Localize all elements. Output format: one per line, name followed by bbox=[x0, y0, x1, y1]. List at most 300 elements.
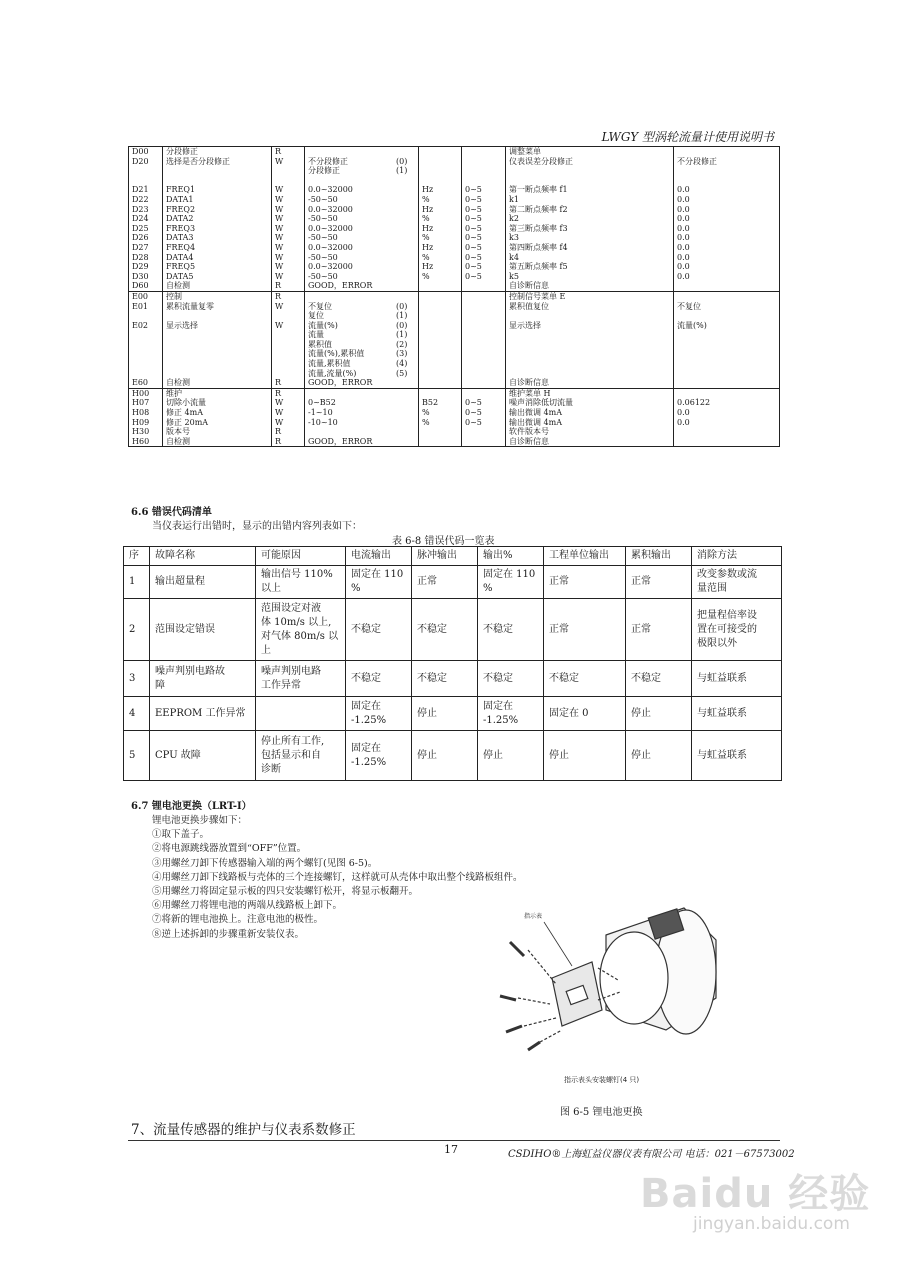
param-limit: 0~5 bbox=[462, 418, 506, 428]
param-row bbox=[129, 253, 780, 263]
param-row bbox=[129, 388, 780, 398]
error-table-cell: 2 bbox=[124, 599, 150, 661]
param-limit bbox=[462, 311, 506, 321]
error-code-table bbox=[123, 546, 782, 781]
param-default bbox=[674, 281, 780, 291]
param-description bbox=[506, 311, 674, 321]
param-id: H30 bbox=[129, 427, 163, 437]
param-row bbox=[129, 437, 780, 447]
param-unit bbox=[419, 330, 462, 340]
param-unit: Hz bbox=[419, 205, 462, 215]
step-item: ⑤用螺丝刀将固定显示板的四只安装螺钉松开，将显示板翻开。 bbox=[152, 886, 419, 898]
param-id: D27 bbox=[129, 243, 163, 253]
param-unit bbox=[419, 176, 462, 186]
mounting-screw-2 bbox=[500, 996, 516, 1000]
param-unit: % bbox=[419, 195, 462, 205]
param-description bbox=[506, 349, 674, 359]
param-range bbox=[305, 398, 419, 408]
figure-label-bottom: 指示表头安装螺钉(4 只) bbox=[564, 1076, 640, 1084]
param-description: 自诊断信息 bbox=[506, 437, 674, 447]
param-name: 显示选择 bbox=[163, 321, 272, 331]
param-range bbox=[305, 359, 419, 369]
param-default: 0.0 bbox=[674, 214, 780, 224]
param-description: 噪声消除低切流量 bbox=[506, 398, 674, 408]
param-range bbox=[305, 157, 419, 167]
param-description bbox=[506, 330, 674, 340]
param-name: DATA4 bbox=[163, 253, 272, 263]
param-unit bbox=[419, 388, 462, 398]
param-range-text: GOOD，ERROR bbox=[308, 436, 373, 446]
param-access: W bbox=[272, 195, 305, 205]
param-default: 0.0 bbox=[674, 195, 780, 205]
param-unit bbox=[419, 166, 462, 176]
param-range bbox=[305, 378, 419, 388]
param-id: D29 bbox=[129, 262, 163, 272]
param-range-text: 流量,流量(%) bbox=[308, 368, 357, 378]
param-access: R bbox=[272, 147, 305, 157]
error-table-header: 脉冲输出 bbox=[412, 547, 478, 566]
param-unit: % bbox=[419, 408, 462, 418]
section-6-6-heading: 6.6 错误代码清单 bbox=[131, 507, 212, 518]
param-limit bbox=[462, 359, 506, 369]
step-item: ③用螺丝刀卸下传感器输入端的两个螺钉(见图 6-5)。 bbox=[152, 857, 378, 869]
param-row bbox=[129, 427, 780, 437]
param-id: D21 bbox=[129, 185, 163, 195]
error-table-cell: 噪声判别电路故 障 bbox=[150, 661, 256, 697]
param-access: R bbox=[272, 437, 305, 447]
param-unit: % bbox=[419, 253, 462, 263]
param-row bbox=[129, 176, 780, 186]
param-name: 维护 bbox=[163, 388, 272, 398]
param-range-text: 流量,累积值 bbox=[308, 359, 351, 369]
param-name: 自检测 bbox=[163, 281, 272, 291]
param-row bbox=[129, 359, 780, 369]
error-table-row bbox=[124, 731, 782, 781]
param-range bbox=[305, 166, 419, 176]
param-unit bbox=[419, 427, 462, 437]
param-description: k3 bbox=[506, 233, 674, 243]
param-range-text: -1~10 bbox=[308, 408, 333, 418]
param-limit: 0~5 bbox=[462, 233, 506, 243]
param-row bbox=[129, 214, 780, 224]
param-id: E60 bbox=[129, 378, 163, 388]
error-table-cell: 固定在 -1.25% bbox=[478, 697, 544, 731]
param-name: 控制 bbox=[163, 291, 272, 301]
error-table-cell: 与虹益联系 bbox=[692, 661, 782, 697]
param-default bbox=[674, 369, 780, 379]
param-access: R bbox=[272, 378, 305, 388]
param-id: E00 bbox=[129, 291, 163, 301]
param-unit: Hz bbox=[419, 243, 462, 253]
param-row bbox=[129, 157, 780, 167]
param-default bbox=[674, 349, 780, 359]
param-unit bbox=[419, 437, 462, 447]
error-table-cell: 停止 bbox=[626, 731, 692, 781]
error-table-cell: 不稳定 bbox=[346, 599, 412, 661]
param-default bbox=[674, 437, 780, 447]
param-id bbox=[129, 349, 163, 359]
param-unit bbox=[419, 369, 462, 379]
error-table-cell: 固定在 0 bbox=[544, 697, 626, 731]
error-table-cell: 4 bbox=[124, 697, 150, 731]
param-access: W bbox=[272, 224, 305, 234]
param-limit: 0~5 bbox=[462, 243, 506, 253]
param-limit bbox=[462, 166, 506, 176]
page-number: 17 bbox=[444, 1143, 458, 1156]
param-limit bbox=[462, 427, 506, 437]
error-table-header: 消除方法 bbox=[692, 547, 782, 566]
param-unit: Hz bbox=[419, 224, 462, 234]
param-id: H00 bbox=[129, 388, 163, 398]
error-table-header: 序 bbox=[124, 547, 150, 566]
param-id: E01 bbox=[129, 302, 163, 312]
step-item: ②将电源跳线器放置到“OFF”位置。 bbox=[152, 843, 307, 855]
parameter-table bbox=[128, 146, 780, 447]
param-range bbox=[305, 253, 419, 263]
error-table-row bbox=[124, 661, 782, 697]
param-limit: 0~5 bbox=[462, 224, 506, 234]
param-description: 第一断点频率 f1 bbox=[506, 185, 674, 195]
param-range bbox=[305, 176, 419, 186]
param-range bbox=[305, 408, 419, 418]
param-default: 0.0 bbox=[674, 224, 780, 234]
figure-caption: 图 6-5 锂电池更换 bbox=[560, 1107, 643, 1118]
param-id: H09 bbox=[129, 418, 163, 428]
param-range bbox=[305, 281, 419, 291]
error-table-cell: CPU 故障 bbox=[150, 731, 256, 781]
param-description: 第五断点频率 f5 bbox=[506, 262, 674, 272]
param-range bbox=[305, 147, 419, 157]
param-row bbox=[129, 291, 780, 301]
param-access: W bbox=[272, 157, 305, 167]
param-row bbox=[129, 378, 780, 388]
param-unit bbox=[419, 378, 462, 388]
param-access: W bbox=[272, 398, 305, 408]
step-item: ④用螺丝刀卸下线路板与壳体的三个连接螺钉，这样就可从壳体中取出整个线路板组件。 bbox=[152, 871, 523, 883]
param-default: 0.0 bbox=[674, 272, 780, 282]
error-table-cell: 正常 bbox=[626, 599, 692, 661]
param-row bbox=[129, 281, 780, 291]
param-description: 维护菜单 H bbox=[506, 388, 674, 398]
param-limit bbox=[462, 157, 506, 167]
param-unit bbox=[419, 302, 462, 312]
param-limit bbox=[462, 147, 506, 157]
param-description: k2 bbox=[506, 214, 674, 224]
param-limit bbox=[462, 330, 506, 340]
param-range bbox=[305, 340, 419, 350]
param-unit bbox=[419, 321, 462, 331]
error-table-header: 工程单位输出 bbox=[544, 547, 626, 566]
error-table-cell: 3 bbox=[124, 661, 150, 697]
param-option-code: (0) bbox=[396, 320, 408, 330]
param-range bbox=[305, 330, 419, 340]
param-name bbox=[163, 311, 272, 321]
param-default bbox=[674, 388, 780, 398]
param-default bbox=[674, 359, 780, 369]
error-table-cell: 1 bbox=[124, 566, 150, 599]
param-default bbox=[674, 147, 780, 157]
param-row bbox=[129, 233, 780, 243]
error-table-cell: 输出超量程 bbox=[150, 566, 256, 599]
param-name: FREQ2 bbox=[163, 205, 272, 215]
param-name bbox=[163, 349, 272, 359]
error-table-cell: 停止 bbox=[412, 697, 478, 731]
param-access: W bbox=[272, 253, 305, 263]
param-access: R bbox=[272, 291, 305, 301]
param-id bbox=[129, 369, 163, 379]
param-id: D28 bbox=[129, 253, 163, 263]
param-range-text: 累积值 bbox=[308, 339, 332, 349]
error-table-cell: 不稳定 bbox=[478, 599, 544, 661]
step-item: ⑧逆上述拆卸的步骤重新安装仪表。 bbox=[152, 928, 305, 940]
param-range bbox=[305, 388, 419, 398]
error-table-caption: 表 6-8 错误代码一览表 bbox=[392, 536, 495, 547]
param-unit bbox=[419, 147, 462, 157]
step-item: ⑦将新的锂电池换上。注意电池的极性。 bbox=[152, 914, 324, 926]
param-id: E02 bbox=[129, 321, 163, 331]
watermark-url: jingyan.baidu.com bbox=[693, 1214, 850, 1234]
param-row bbox=[129, 147, 780, 157]
param-access bbox=[272, 349, 305, 359]
param-name: 修正 4mA bbox=[163, 408, 272, 418]
param-range-text: 流量(%) bbox=[308, 320, 338, 330]
param-limit: 0~5 bbox=[462, 272, 506, 282]
step-item: ⑥用螺丝刀将锂电池的两端从线路板上卸下。 bbox=[152, 900, 343, 912]
param-default: 0.0 bbox=[674, 418, 780, 428]
param-name: FREQ5 bbox=[163, 262, 272, 272]
error-table-cell: 固定在 110 % bbox=[478, 566, 544, 599]
param-row bbox=[129, 205, 780, 215]
param-limit bbox=[462, 388, 506, 398]
param-option-code: (1) bbox=[396, 166, 408, 176]
param-limit bbox=[462, 340, 506, 350]
param-description: 自诊断信息 bbox=[506, 378, 674, 388]
param-range bbox=[305, 311, 419, 321]
param-default: 0.0 bbox=[674, 185, 780, 195]
param-limit bbox=[462, 349, 506, 359]
param-default bbox=[674, 311, 780, 321]
error-table-cell: 不稳定 bbox=[412, 661, 478, 697]
param-range bbox=[305, 302, 419, 312]
section-6-6-intro: 当仪表运行出错时，显示的出错内容列表如下： bbox=[152, 521, 362, 532]
param-access: W bbox=[272, 408, 305, 418]
param-range bbox=[305, 321, 419, 331]
param-range-text: 0.0~32000 bbox=[308, 242, 353, 252]
param-option-code: (1) bbox=[396, 311, 408, 321]
param-default: 0.0 bbox=[674, 233, 780, 243]
error-table-row bbox=[124, 566, 782, 599]
error-table-cell: 不稳定 bbox=[412, 599, 478, 661]
param-description: 第三断点频率 f3 bbox=[506, 224, 674, 234]
error-table-cell: 5 bbox=[124, 731, 150, 781]
param-option-code: (3) bbox=[396, 349, 408, 359]
error-table-cell: 正常 bbox=[544, 566, 626, 599]
param-row bbox=[129, 243, 780, 253]
error-table-cell: 停止所有工作, 包括显示和自 诊断 bbox=[256, 731, 346, 781]
param-description: 输出微调 4mA bbox=[506, 408, 674, 418]
param-name bbox=[163, 176, 272, 186]
param-name bbox=[163, 359, 272, 369]
param-row bbox=[129, 321, 780, 331]
param-description: 软件版本号 bbox=[506, 427, 674, 437]
param-id bbox=[129, 311, 163, 321]
param-description: k1 bbox=[506, 195, 674, 205]
param-range bbox=[305, 233, 419, 243]
error-table-header: 输出% bbox=[478, 547, 544, 566]
error-table-header: 电流输出 bbox=[346, 547, 412, 566]
param-name bbox=[163, 369, 272, 379]
error-table-cell: 固定在 110 % bbox=[346, 566, 412, 599]
param-name: DATA2 bbox=[163, 214, 272, 224]
watermark-logo: Baidu 经验 bbox=[640, 1171, 871, 1217]
param-row bbox=[129, 302, 780, 312]
param-description: k4 bbox=[506, 253, 674, 263]
param-description: 显示选择 bbox=[506, 321, 674, 331]
param-id: D23 bbox=[129, 205, 163, 215]
param-access bbox=[272, 369, 305, 379]
param-id: D00 bbox=[129, 147, 163, 157]
param-access bbox=[272, 340, 305, 350]
param-name bbox=[163, 166, 272, 176]
param-description: 第四断点频率 f4 bbox=[506, 243, 674, 253]
param-row bbox=[129, 408, 780, 418]
param-range bbox=[305, 224, 419, 234]
param-name: 累积流量复零 bbox=[163, 302, 272, 312]
param-range-text: GOOD，ERROR bbox=[308, 281, 373, 291]
error-table-cell: 正常 bbox=[412, 566, 478, 599]
param-row bbox=[129, 330, 780, 340]
param-id: D26 bbox=[129, 233, 163, 243]
param-range-text: -50~50 bbox=[308, 252, 338, 262]
param-limit bbox=[462, 437, 506, 447]
param-unit: Hz bbox=[419, 262, 462, 272]
param-access: W bbox=[272, 321, 305, 331]
param-range-text: 不分段修正 bbox=[308, 156, 348, 166]
param-access: W bbox=[272, 418, 305, 428]
param-unit bbox=[419, 311, 462, 321]
section-7-heading: 7、流量传感器的维护与仪表系数修正 bbox=[131, 1122, 356, 1138]
param-limit: 0~5 bbox=[462, 185, 506, 195]
param-access: W bbox=[272, 243, 305, 253]
param-unit: % bbox=[419, 233, 462, 243]
param-name: DATA1 bbox=[163, 195, 272, 205]
param-access bbox=[272, 330, 305, 340]
param-row bbox=[129, 272, 780, 282]
param-id: D60 bbox=[129, 281, 163, 291]
battery-replacement-figure bbox=[488, 880, 728, 1090]
param-name: FREQ4 bbox=[163, 243, 272, 253]
housing-inner-ring bbox=[600, 932, 668, 1024]
param-row bbox=[129, 195, 780, 205]
param-limit: 0~5 bbox=[462, 408, 506, 418]
param-default bbox=[674, 330, 780, 340]
param-limit bbox=[462, 281, 506, 291]
param-description: k5 bbox=[506, 272, 674, 282]
param-id bbox=[129, 176, 163, 186]
param-range bbox=[305, 291, 419, 301]
param-row bbox=[129, 418, 780, 428]
param-row bbox=[129, 340, 780, 350]
param-description: 自诊断信息 bbox=[506, 281, 674, 291]
error-table-cell: 输出信号 110% 以上 bbox=[256, 566, 346, 599]
param-access bbox=[272, 176, 305, 186]
param-access: R bbox=[272, 281, 305, 291]
param-access: R bbox=[272, 388, 305, 398]
error-table-cell: 停止 bbox=[478, 731, 544, 781]
param-default bbox=[674, 176, 780, 186]
param-range-text: -50~50 bbox=[308, 214, 338, 224]
param-description: 输出微调 4mA bbox=[506, 418, 674, 428]
param-name: 修正 20mA bbox=[163, 418, 272, 428]
param-row bbox=[129, 398, 780, 408]
param-range-text: 流量 bbox=[308, 330, 324, 340]
param-range-text: GOOD，ERROR bbox=[308, 378, 373, 388]
param-default: 0.06122 bbox=[674, 398, 780, 408]
param-access bbox=[272, 311, 305, 321]
error-table-cell: 不稳定 bbox=[478, 661, 544, 697]
param-row bbox=[129, 224, 780, 234]
param-id: D25 bbox=[129, 224, 163, 234]
param-name: 选择是否分段修正 bbox=[163, 157, 272, 167]
param-name: 切除小流量 bbox=[163, 398, 272, 408]
mounting-screw-3 bbox=[506, 1026, 522, 1032]
param-description: 调整菜单 bbox=[506, 147, 674, 157]
param-unit bbox=[419, 281, 462, 291]
param-limit: 0~5 bbox=[462, 398, 506, 408]
param-range-text: -10~10 bbox=[308, 417, 338, 427]
param-unit: Hz bbox=[419, 185, 462, 195]
param-row bbox=[129, 185, 780, 195]
error-table-cell: 改变参数或流 量范围 bbox=[692, 566, 782, 599]
param-limit bbox=[462, 369, 506, 379]
param-default bbox=[674, 340, 780, 350]
param-name: DATA3 bbox=[163, 233, 272, 243]
param-option-code: (1) bbox=[396, 330, 408, 340]
param-default: 流量(%) bbox=[674, 321, 780, 331]
document-title: LWGY 型涡轮流量计使用说明书 bbox=[601, 130, 774, 144]
error-table-header: 累积输出 bbox=[626, 547, 692, 566]
param-option-code: (2) bbox=[396, 339, 408, 349]
error-table-cell: 固定在 -1.25% bbox=[346, 697, 412, 731]
param-range bbox=[305, 349, 419, 359]
param-range-text: 0.0~32000 bbox=[308, 223, 353, 233]
param-default: 不分段修正 bbox=[674, 157, 780, 167]
param-option-code: (0) bbox=[396, 156, 408, 166]
param-description bbox=[506, 166, 674, 176]
param-description bbox=[506, 359, 674, 369]
param-access bbox=[272, 166, 305, 176]
param-id: D30 bbox=[129, 272, 163, 282]
param-option-code: (0) bbox=[396, 301, 408, 311]
param-description: 控制信号菜单 E bbox=[506, 291, 674, 301]
footer-divider bbox=[128, 1140, 780, 1141]
error-table-cell: 停止 bbox=[544, 731, 626, 781]
error-table-cell: 停止 bbox=[626, 697, 692, 731]
param-name: 自检测 bbox=[163, 437, 272, 447]
error-table-cell: 范围设定错误 bbox=[150, 599, 256, 661]
param-row bbox=[129, 311, 780, 321]
param-description: 累积值复位 bbox=[506, 302, 674, 312]
param-range bbox=[305, 418, 419, 428]
param-limit: 0~5 bbox=[462, 262, 506, 272]
error-table-cell: 范围设定对液 体 10m/s 以上, 对气体 80m/s 以 上 bbox=[256, 599, 346, 661]
mounting-screw-4 bbox=[528, 1042, 540, 1050]
footer-company: CSDIHO®上海虹益仪器仪表有限公司 电话：021－67573002 bbox=[508, 1149, 795, 1160]
param-default: 不复位 bbox=[674, 302, 780, 312]
error-table-header: 故障名称 bbox=[150, 547, 256, 566]
param-name: 自检测 bbox=[163, 378, 272, 388]
step-item: ①取下盖子。 bbox=[152, 829, 210, 841]
